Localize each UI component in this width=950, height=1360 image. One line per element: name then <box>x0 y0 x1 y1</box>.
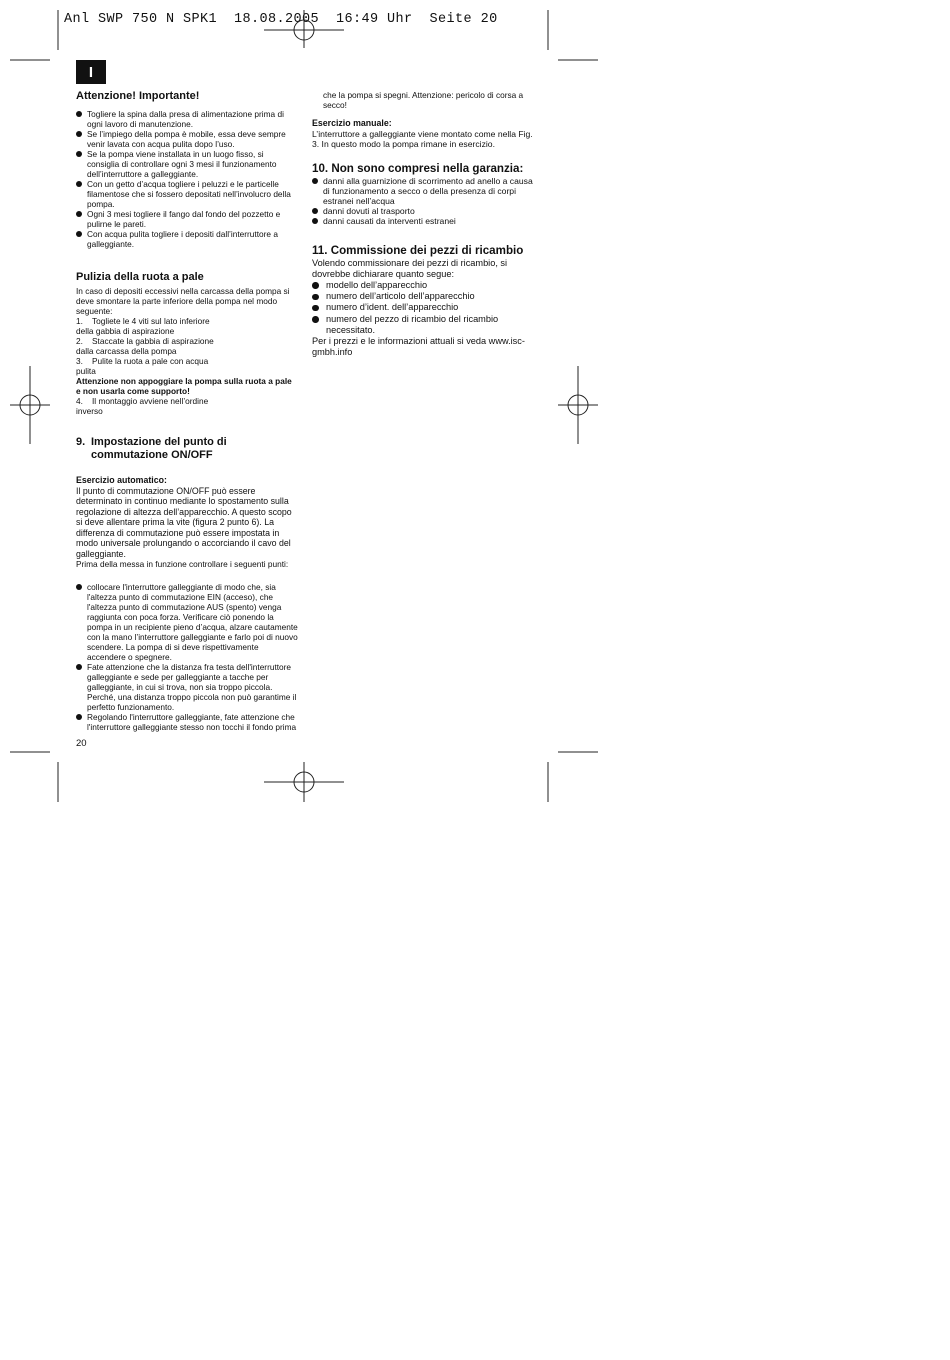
step-continuation: inverso <box>76 406 103 416</box>
language-tab: I <box>76 60 106 84</box>
step-continuation: pulita <box>76 366 96 376</box>
attention-heading: Attenzione! Importante! <box>76 90 200 102</box>
list-item: Fate attenzione che la distanza fra testa dell'interruttore galleggiante e sede per galleggiante a tacche per galleggiante, in cui si trova, non sia troppo piccola. Perché, una distanza troppo piccola non può garantime il perfetto funzionamento. <box>76 662 298 712</box>
auto-text: Il punto di commutazione ON/OFF può essere determinato in continuo mediante lo spostamento sulla regolazione di altezza dell’apparecchio. A questo scopo si deve allentare prima la vite (figura 2 punto 6). La differenza di commutazione può essere impostata in modo universale prolungando o accorciando il cavo del galleggiante. <box>76 485 292 559</box>
list-item: Con un getto d’acqua togliere i peluzzi e le particelle filamentose che si fossero depositati nell’involucro della pompa. <box>76 179 298 209</box>
parts-footer: Per i prezzi e le informazioni attuali si veda www.isc-gmbh.info <box>312 335 525 358</box>
step-line <box>76 396 298 406</box>
list-item: collocare l'interruttore galleggiante di modo che, sia l'altezza punto di commutazione EIN (acceso), che l'altezza punto di commutazione AUS (spento) venga raggiunta con poca forza. Verificare ciò ponendo la pompa in un recipiente pieno d’acqua, alzare cautamente con la mano l’interruttore galleggiante e farlo poi di nuovo scendere. La pompa di si deve rispettivamente accendere o spegnere. <box>76 582 298 662</box>
continued-text: che la pompa si spegni. Attenzione: pericolo di corsa a secco! <box>323 90 524 110</box>
step-continuation: della gabbia di aspirazione <box>76 326 175 336</box>
list-item: Ogni 3 mesi togliere il fango dal fondo del pozzetto e pulirne le pareti. <box>76 209 298 229</box>
parts-list <box>312 280 534 336</box>
list-item: Con acqua pulita togliere i depositi dall’interruttore a galleggiante. <box>76 229 298 249</box>
list-item: danni dovuti al trasporto <box>312 206 534 216</box>
list-item: Se l’impiego della pompa è mobile, essa deve sempre venir lavata con acqua pulita dopo l’uso. <box>76 129 298 149</box>
list-item: Se la pompa viene installata in un luogo fisso, si consiglia di controllare ogni 3 mesi il funzionamento dell’interruttore a galleggiante. <box>76 149 298 179</box>
step-number: 2. <box>76 336 83 346</box>
impeller-intro: In caso di depositi eccessivi nella carcassa della pompa si deve smontare la parte inferiore della pompa nel modo seguente: <box>76 286 290 316</box>
step-number: 3. <box>76 356 83 366</box>
left-column <box>76 90 298 749</box>
step-continuation: dalla carcassa della pompa <box>76 346 177 356</box>
section-10-heading: 10. Non sono compresi nella garanzia: <box>312 161 524 175</box>
list-item: numero del pezzo di ricambio del ricambio necessitato. <box>312 314 534 336</box>
print-slug: Anl SWP 750 N SPK1 18.08.2005 16:49 Uhr Seite 20 <box>64 12 498 27</box>
list-item: danni causati da interventi estranei <box>312 216 534 226</box>
section-number: 9. <box>76 436 86 448</box>
list-item: Regolando l'interruttore galleggiante, fate attenzione che l'interruttore galleggiante stesso non tocchi il fondo prima <box>76 712 298 732</box>
step-text: Staccate la gabbia di aspirazione <box>92 336 214 346</box>
section-title: Impostazione del punto di commutazione ON/OFF <box>91 436 227 461</box>
check-list <box>76 582 298 732</box>
step-text: Il montaggio avviene nell’ordine <box>92 396 209 406</box>
step-line <box>76 356 298 366</box>
step-line <box>76 336 298 346</box>
list-item: Togliere la spina dalla presa di alimentazione prima di ogni lavoro di manutenzione. <box>76 109 298 129</box>
list-item: danni alla guarnizione di scorrimento ad anello a causa di funzionamento a secco o della presenza di corpi estranei nell’acqua <box>312 176 534 206</box>
step-number: 1. <box>76 316 83 326</box>
manual-heading: Esercizio manuale: <box>312 118 392 128</box>
right-column <box>312 90 534 358</box>
step-text: Togliete le 4 viti sul lato inferiore <box>92 316 210 326</box>
list-item: numero dell’articolo dell’apparecchio <box>312 291 534 302</box>
step-number: 4. <box>76 396 83 406</box>
step-text: Pulite la ruota a pale con acqua <box>92 356 209 366</box>
manual-text: L’interruttore a galleggiante viene montato come nella Fig. 3. In questo modo la pompa rimane in esercizio. <box>312 128 533 149</box>
parts-intro: Volendo commissionare dei pezzi di ricambio, si dovrebbe dichiarare quanto segue: <box>312 257 508 279</box>
auto-heading: Esercizio automatico: <box>76 475 167 485</box>
attention-list <box>76 109 298 249</box>
step-line <box>76 316 298 326</box>
warranty-list <box>312 176 534 226</box>
auto-check: Prima della messa in funzione controllare i seguenti punti: <box>76 559 289 569</box>
impeller-heading: Pulizia della ruota a pale <box>76 271 204 283</box>
section-11-heading: 11. Commissione dei pezzi di ricambio <box>312 243 524 257</box>
page-number: 20 <box>76 738 87 749</box>
section-9-heading <box>76 436 298 462</box>
list-item: modello dell’apparecchio <box>312 280 534 291</box>
list-item: numero d’ident. dell’apparecchio <box>312 302 534 313</box>
impeller-warning: Attenzione non appoggiare la pompa sulla ruota a pale e non usarla come supporto! <box>76 376 292 396</box>
